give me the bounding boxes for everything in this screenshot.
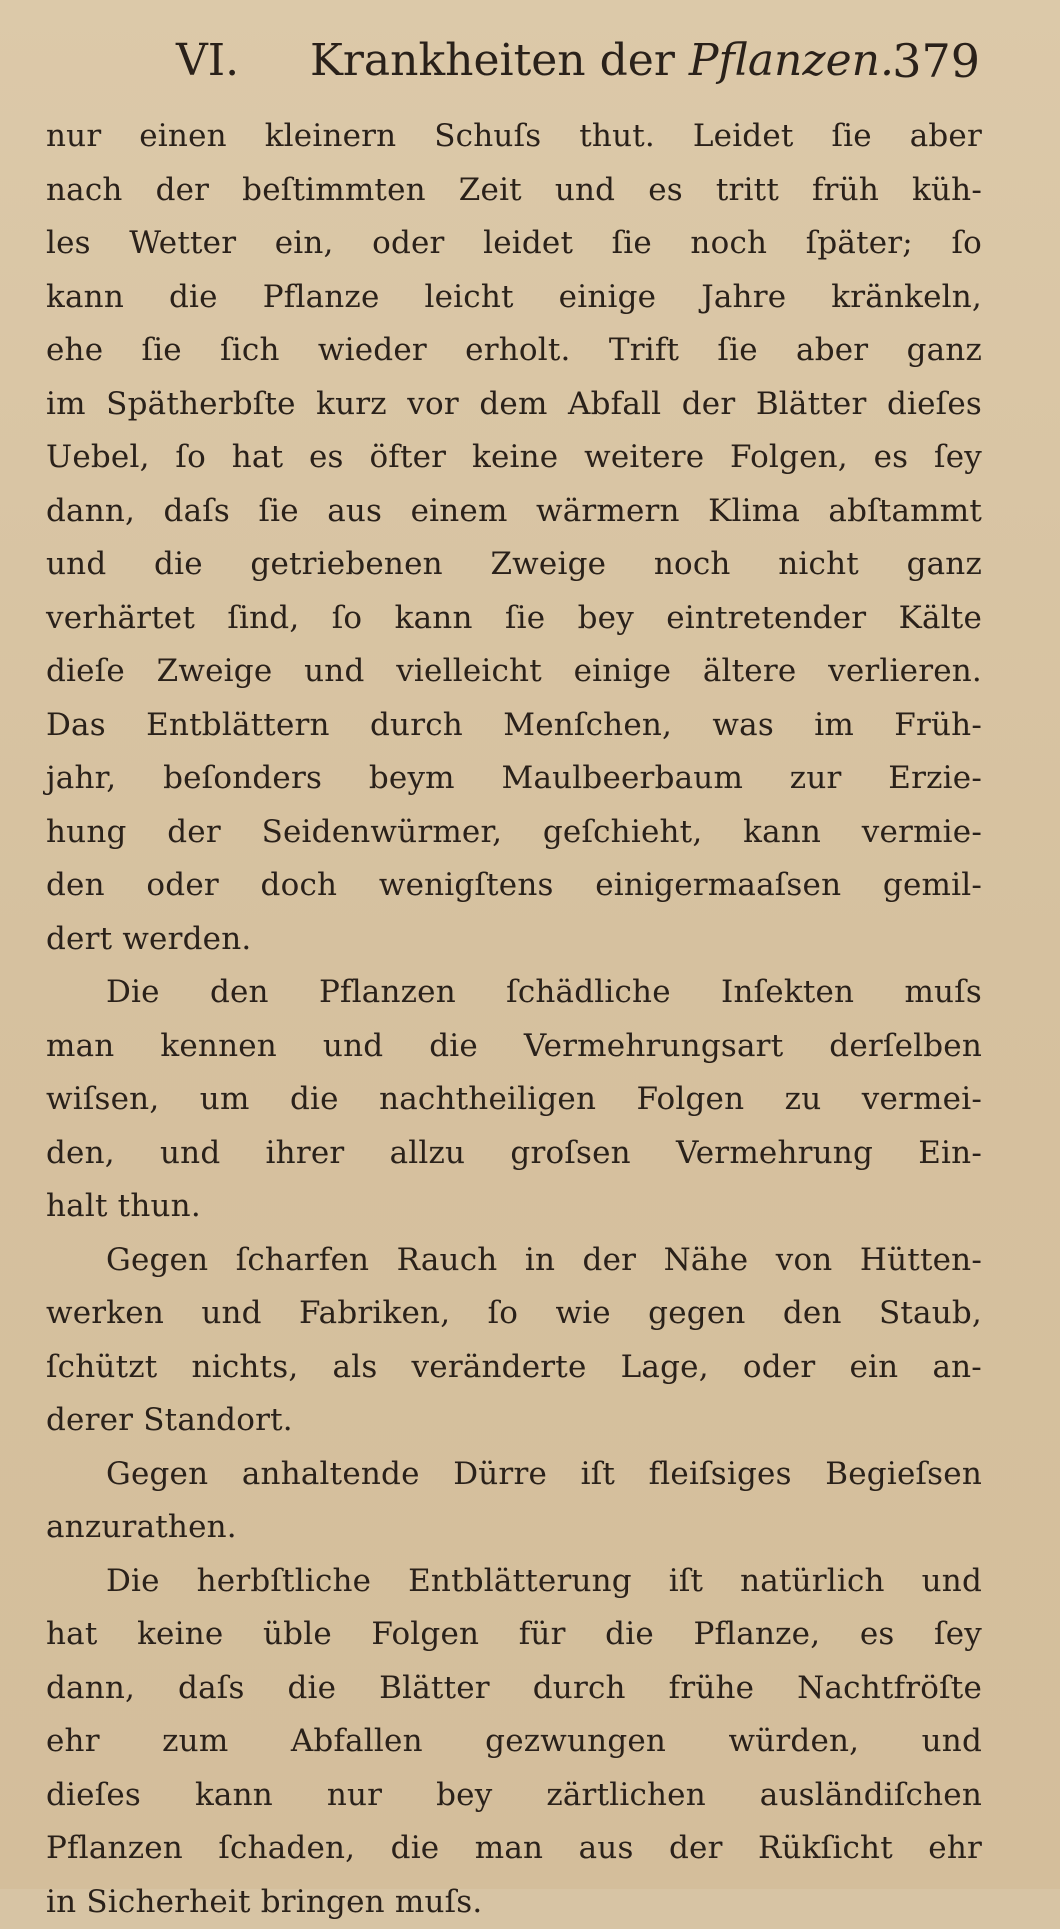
text-line: Das Entblättern durch Menſchen, was im Früh-	[46, 699, 982, 753]
text-line: anzurathen.	[46, 1501, 982, 1555]
chapter-title-roman: Krankheiten der	[310, 35, 675, 86]
text-line: Die herbſtliche Entblätterung iſt natürlich und	[46, 1555, 982, 1609]
text-line: ſchützt nichts, als veränderte Lage, oder ein an-	[46, 1341, 982, 1395]
text-line: in Sicherheit bringen muſs.	[46, 1876, 982, 1929]
text-line: dann, daſs die Blätter durch frühe Nachtfröſte	[46, 1662, 982, 1716]
text-line: wiſsen, um die nachtheiligen Folgen zu vermei-	[46, 1073, 982, 1127]
text-line: dieſe Zweige und vielleicht einige ältere verlieren.	[46, 645, 982, 699]
text-line: derer Standort.	[46, 1394, 982, 1448]
chapter-title	[310, 26, 894, 96]
text-line: dieſes kann nur bey zärtlichen ausländiſchen	[46, 1769, 982, 1823]
text-line: den, und ihrer allzu groſsen Vermehrung Ein-	[46, 1127, 982, 1181]
text-line: halt thun.	[46, 1180, 982, 1234]
text-line: nur einen kleinern Schuſs thut. Leidet ſie aber	[46, 110, 982, 164]
text-line: im Spätherbſte kurz vor dem Abfall der Blätter dieſes	[46, 378, 982, 432]
text-line: ehr zum Abfallen gezwungen würden, und	[46, 1715, 982, 1769]
page-number: 379	[892, 26, 980, 96]
text-line: les Wetter ein, oder leidet ſie noch ſpäter; ſo	[46, 217, 982, 271]
text-line: man kennen und die Vermehrungsart derſelben	[46, 1020, 982, 1074]
text-line: dert werden.	[46, 913, 982, 967]
text-line: dann, daſs ſie aus einem wärmern Klima abſtammt	[46, 485, 982, 539]
text-line: nach der beſtimmten Zeit und es tritt früh küh-	[46, 164, 982, 218]
text-line: jahr, beſonders beym Maulbeerbaum zur Erzie-	[46, 752, 982, 806]
text-line: Die den Pflanzen ſchädliche Inſekten muſs	[46, 966, 982, 1020]
text-line: werken und Fabriken, ſo wie gegen den Staub,	[46, 1287, 982, 1341]
text-line: Gegen ſcharfen Rauch in der Nähe von Hütten-	[46, 1234, 982, 1288]
text-line: ehe ſie ſich wieder erholt. Trift ſie aber ganz	[46, 324, 982, 378]
running-head	[150, 26, 990, 96]
body-text	[46, 110, 982, 1929]
text-line: und die getriebenen Zweige noch nicht ganz	[46, 538, 982, 592]
text-line: Pflanzen ſchaden, die man aus der Rükſicht ehr	[46, 1822, 982, 1876]
text-line: Gegen anhaltende Dürre iſt fleiſsiges Begieſsen	[46, 1448, 982, 1502]
text-line: kann die Pflanze leicht einige Jahre kränkeln,	[46, 271, 982, 325]
text-line: Uebel, ſo hat es öfter keine weitere Folgen, es ſey	[46, 431, 982, 485]
text-line: hung der Seidenwürmer, geſchieht, kann vermie-	[46, 806, 982, 860]
section-number: VI.	[176, 26, 239, 96]
text-line: hat keine üble Folgen für die Pflanze, es ſey	[46, 1608, 982, 1662]
text-line: den oder doch wenigſtens einigermaaſsen gemil-	[46, 859, 982, 913]
chapter-title-italic: Pflanzen.	[689, 35, 894, 86]
text-line: verhärtet ſind, ſo kann ſie bey eintretender Kälte	[46, 592, 982, 646]
